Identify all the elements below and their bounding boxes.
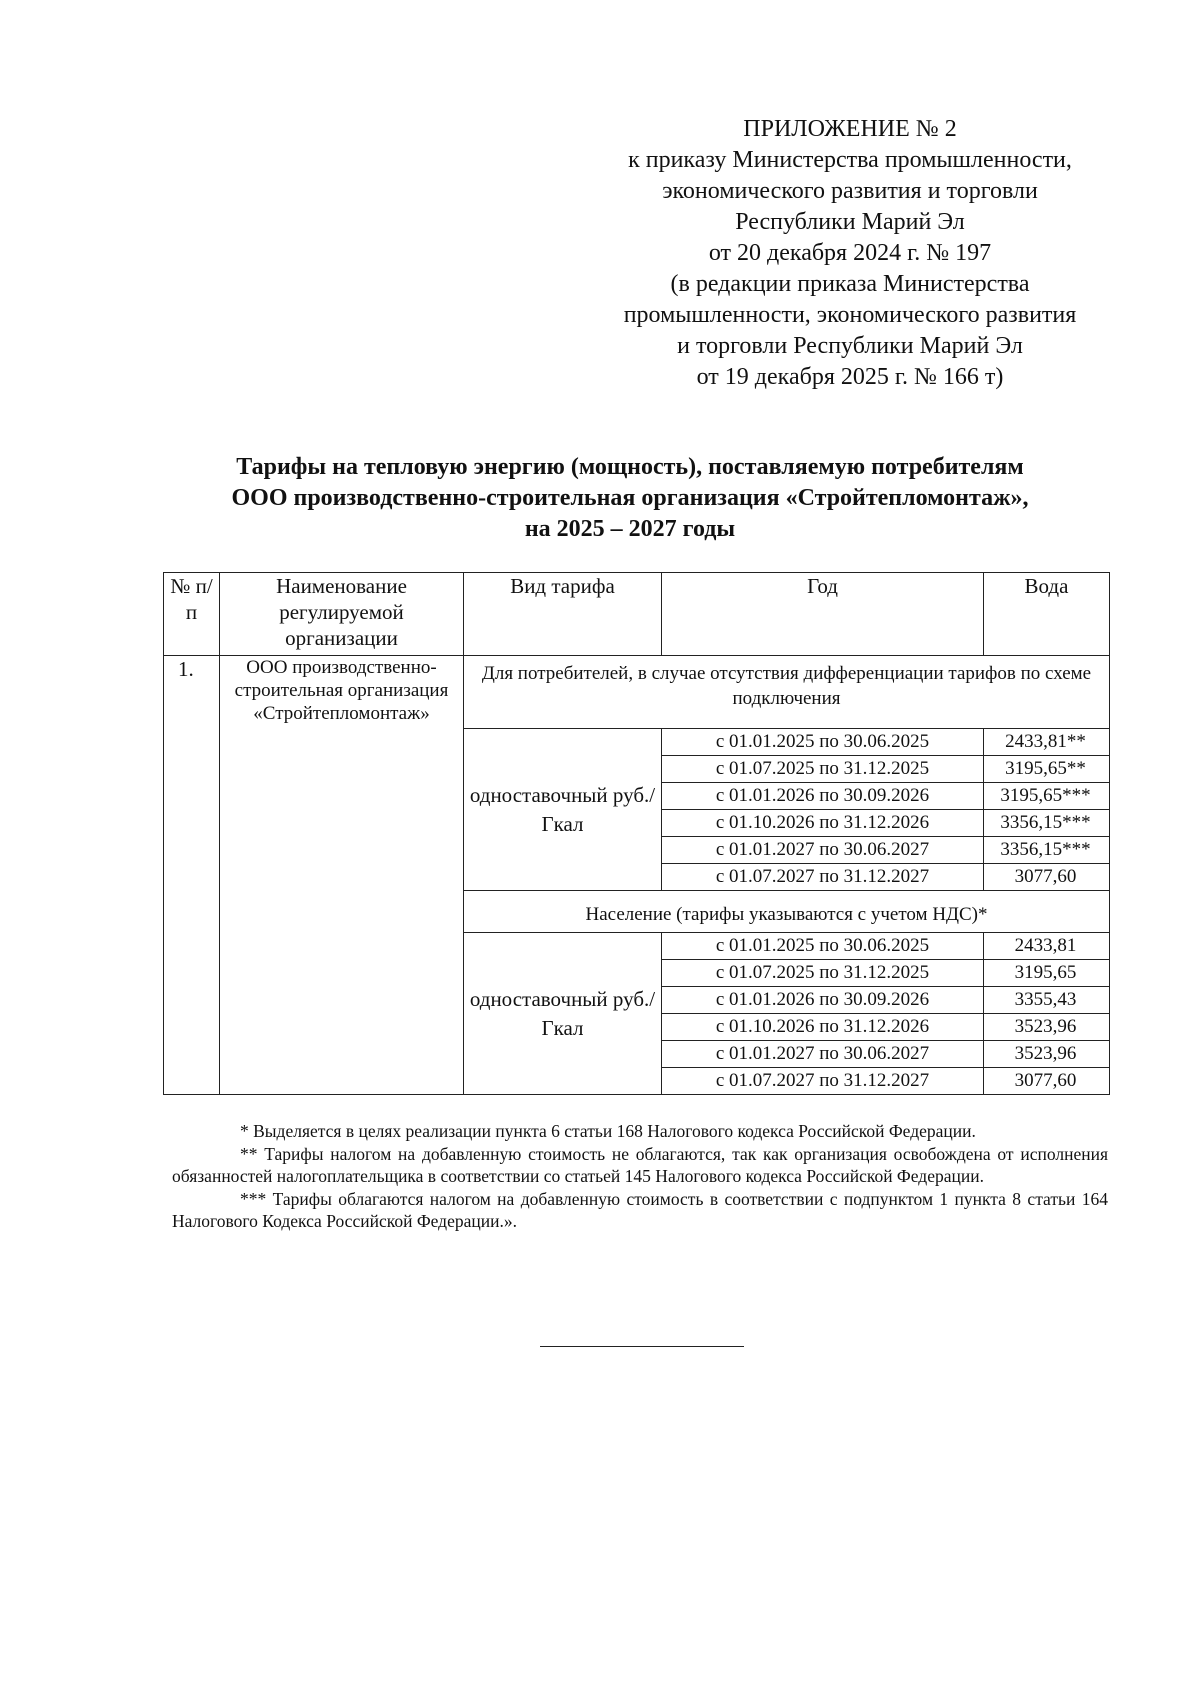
appendix-line: экономического развития и торговли <box>662 178 1038 204</box>
document-title <box>160 452 1100 545</box>
appendix-line: от 19 декабря 2025 г. № 166 т) <box>696 364 1004 390</box>
appendix-line: к приказу Министерства промышленности, <box>628 147 1072 173</box>
value-cell: 3077,60 <box>984 1068 1110 1095</box>
value-cell: 3356,15*** <box>984 810 1110 837</box>
period-cell: с 01.07.2027 по 31.12.2027 <box>662 1068 984 1095</box>
end-divider <box>540 1346 744 1347</box>
title-line: ООО производственно-строительная организация «Стройтепломонтаж», <box>231 485 1029 511</box>
value-cell: 3523,96 <box>984 1041 1110 1068</box>
value-cell: 3195,65*** <box>984 783 1110 810</box>
header-water: Вода <box>984 573 1110 656</box>
period-cell: с 01.01.2027 по 30.06.2027 <box>662 837 984 864</box>
table-header-row <box>164 573 1110 656</box>
period-cell: с 01.01.2025 по 30.06.2025 <box>662 933 984 960</box>
header-number: № п/п <box>164 573 220 656</box>
footnote: ** Тарифы налогом на добавленную стоимость не облагаются, так как организация освобождена от исполнения обязанностей налогоплательщика в соответствии со статьей 145 Налогового кодекса Российской Федерации. <box>172 1143 1108 1186</box>
rate-type: одноставочный руб./Гкал <box>464 933 662 1095</box>
title-line: Тарифы на тепловую энергию (мощность), поставляемую потребителям <box>236 454 1024 480</box>
footnote: *** Тарифы облагаются налогом на добавленную стоимость в соответствии с подпунктом 1 пункта 8 статьи 164 Налогового Кодекса Российской Федерации.». <box>172 1188 1108 1231</box>
period-cell: с 01.10.2026 по 31.12.2026 <box>662 810 984 837</box>
section-title: Население (тарифы указываются с учетом НДС)* <box>464 891 1110 933</box>
appendix-line: Республики Марий Эл <box>735 209 965 235</box>
value-cell: 3523,96 <box>984 1014 1110 1041</box>
header-year: Год <box>662 573 984 656</box>
appendix-line: и торговли Республики Марий Эл <box>677 333 1023 359</box>
appendix-line: промышленности, экономического развития <box>623 302 1077 328</box>
period-cell: с 01.01.2026 по 30.09.2026 <box>662 987 984 1014</box>
appendix-header <box>600 114 1100 393</box>
period-cell: с 01.01.2027 по 30.06.2027 <box>662 1041 984 1068</box>
title-line: на 2025 – 2027 годы <box>524 516 736 542</box>
period-cell: с 01.07.2025 по 31.12.2025 <box>662 960 984 987</box>
appendix-line: от 20 декабря 2024 г. № 197 <box>708 240 992 266</box>
table-row <box>164 656 1110 729</box>
period-cell: с 01.10.2026 по 31.12.2026 <box>662 1014 984 1041</box>
footnote: * Выделяется в целях реализации пункта 6 статьи 168 Налогового кодекса Российской Федерации. <box>240 1121 976 1141</box>
value-cell: 3356,15*** <box>984 837 1110 864</box>
value-cell: 2433,81 <box>984 933 1110 960</box>
value-cell: 3355,43 <box>984 987 1110 1014</box>
period-cell: с 01.01.2025 по 30.06.2025 <box>662 729 984 756</box>
value-cell: 2433,81** <box>984 729 1110 756</box>
period-cell: с 01.01.2026 по 30.09.2026 <box>662 783 984 810</box>
tariff-table <box>163 572 1110 1095</box>
period-cell: с 01.07.2025 по 31.12.2025 <box>662 756 984 783</box>
value-cell: 3195,65 <box>984 960 1110 987</box>
organization-name: ООО производственно-строительная организация «Стройтепломонтаж» <box>220 656 464 1095</box>
period-cell: с 01.07.2027 по 31.12.2027 <box>662 864 984 891</box>
footnotes <box>172 1120 1108 1233</box>
header-tariff-type: Вид тарифа <box>464 573 662 656</box>
value-cell: 3077,60 <box>984 864 1110 891</box>
section-title: Для потребителей, в случае отсутствия дифференциации тарифов по схеме подключения <box>464 656 1110 729</box>
value-cell: 3195,65** <box>984 756 1110 783</box>
appendix-line: (в редакции приказа Министерства <box>670 271 1030 297</box>
row-number: 1. <box>164 656 220 1095</box>
header-organization: Наименование регулируемой организации <box>220 573 464 656</box>
appendix-line: ПРИЛОЖЕНИЕ № 2 <box>743 116 957 142</box>
rate-type: одноставочный руб./Гкал <box>464 729 662 891</box>
